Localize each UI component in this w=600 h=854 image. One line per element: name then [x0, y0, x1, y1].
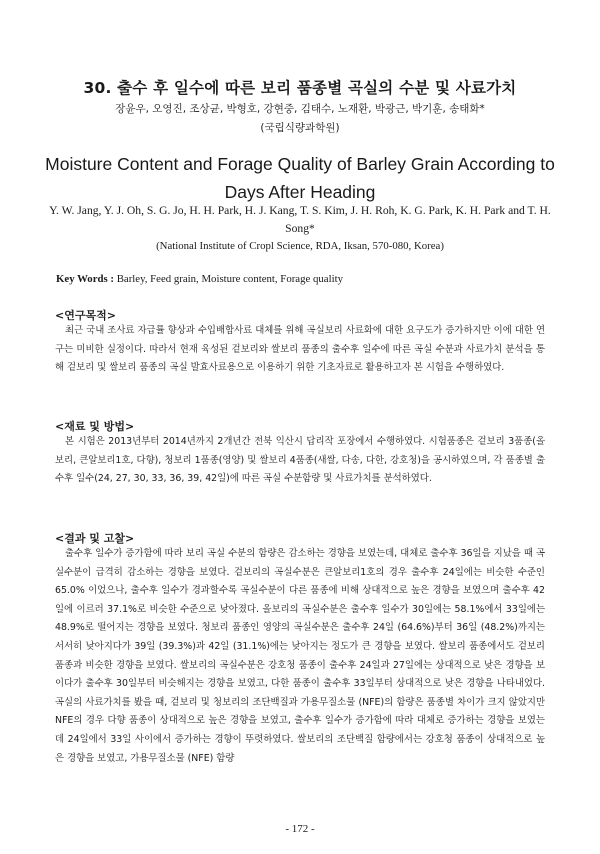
section-body-objective: 최근 국내 조사료 자급률 향상과 수입배합사료 대체를 위해 곡실보리 사료화에 대한 요구도가 증가하지만 이에 대한 연구는 미비한 실정이다. 따라서 현재 육성된 겉보리와 쌀보리 품종의 출수후 일수에 따른 곡실 수분과 사료가치 분석을 통해 겉보리 및 쌀보리 품종의 곡실 발효사료용으로 이용하기 위한 기초자료로 활용하고자 본 시험을 수행하였다. — [55, 325, 545, 374]
english-affiliation: (National Institute of Cropl Science, RDA, Iksan, 570-080, Korea) — [156, 240, 444, 252]
keywords — [56, 273, 343, 285]
section-body-results: 출수후 일수가 증가함에 따라 보리 곡실 수분의 함량은 감소하는 경향을 보였는데, 대체로 출수후 36일을 지났을 때 곡실수분이 급격히 감소하는 경향을 보였다. 겉보리의 곡실수분은 큰알보리1호의 경우 출수후 24일에는 비슷한 수준인 65.0% 이었으나, 출수후 일수가 경과할수록 곡실수분이 다른 품종에 비해 상대적으로 높은 경향을 보였으며 출수후 42일에 이르러 37.1%로 비슷한 수준으로 낮아졌다. 올보리의 곡실수분은 출수후 일수가 30일에는 58.1%에서 33일에는 48.9%로 떨어지는 경향을 보였다. 청보리 품종인 영양의 곡실수분은 출수후 24일 (64.6%)부터 36일 (48.2%)까지는 서서히 낮아지다가 39일 (39.3%)과 42일 (31.1%)에는 낮아지는 정도가 큰 경향을 보였다. 쌀보리 품종에서도 겉보리 품종과 비슷한 경향을 보였다. 쌀보리의 곡실수분은 강호청 품종이 출수후 24일과 27일에는 상대적으로 낮은 경향을 보이다가 출수후 30일부터 비슷해지는 경향을 보였고, 다한 품종이 출수후 33일부터 상대적으로 낮은 경향을 나타내었다. 곡실의 사료가치를 봤을 때, 겉보리 및 청보리의 조단백질과 가용무질소물 (NFE)의 함량은 품종별 차이가 크지 않았지만 NFE의 경우 다향 품종이 상대적으로 높은 경향을 보였고, 출수후 일수가 증가함에 따라 대체로 증가하는 경향을 보였는데 24일에서 33일 사이에서 증가하는 경향이 뚜렷하였다. 쌀보리의 조단백질 함량에서는 강호청 품종이 상대적으로 높은 경향을 보였고, 가용무질소물 (NFE) 함량 — [55, 548, 545, 764]
section-heading-objective: <연구목적> — [55, 309, 116, 322]
english-authors: Y. W. Jang, Y. J. Oh, S. G. Jo, H. H. Park, H. J. Kang, T. S. Kim, J. H. Roh, K. G. Park, K. H. Park and T. H. Song* — [49, 204, 551, 235]
section-heading-results: <결과 및 고찰> — [55, 532, 135, 545]
section-body-methods: 본 시험은 2013년부터 2014년까지 2개년간 전북 익산시 답리작 포장에서 수행하였다. 시험품종은 겉보리 3품종(올보리, 큰알보리1호, 다향), 청보리 1품종(영양) 및 쌀보리 4품종(새쌀, 다송, 다한, 강호청)을 공시하였으며, 각 품종별 출수후 일수(24, 27, 30, 33, 36, 39, 42일)에 따른 곡실 수분함량 및 사료가치를 분석하였다. — [55, 436, 545, 485]
korean-affiliation: (국립식량과학원) — [260, 122, 340, 134]
keywords-text: Barley, Feed grain, Moisture content, Forage quality — [116, 273, 343, 285]
korean-authors: 장윤우, 오영진, 조상균, 박형호, 강현중, 김태수, 노재환, 박광근, 박기훈, 송태화* — [115, 103, 485, 115]
section-heading-methods: <재료 및 방법> — [55, 420, 135, 433]
keywords-label: Key Words : — [56, 273, 114, 285]
korean-title: 30. 출수 후 일수에 따른 보리 품종별 곡실의 수분 및 사료가치 — [83, 79, 517, 97]
english-title: Moisture Content and Forage Quality of Barley Grain According to Days After Heading — [45, 154, 555, 202]
page-number: - 172 - — [285, 823, 315, 835]
